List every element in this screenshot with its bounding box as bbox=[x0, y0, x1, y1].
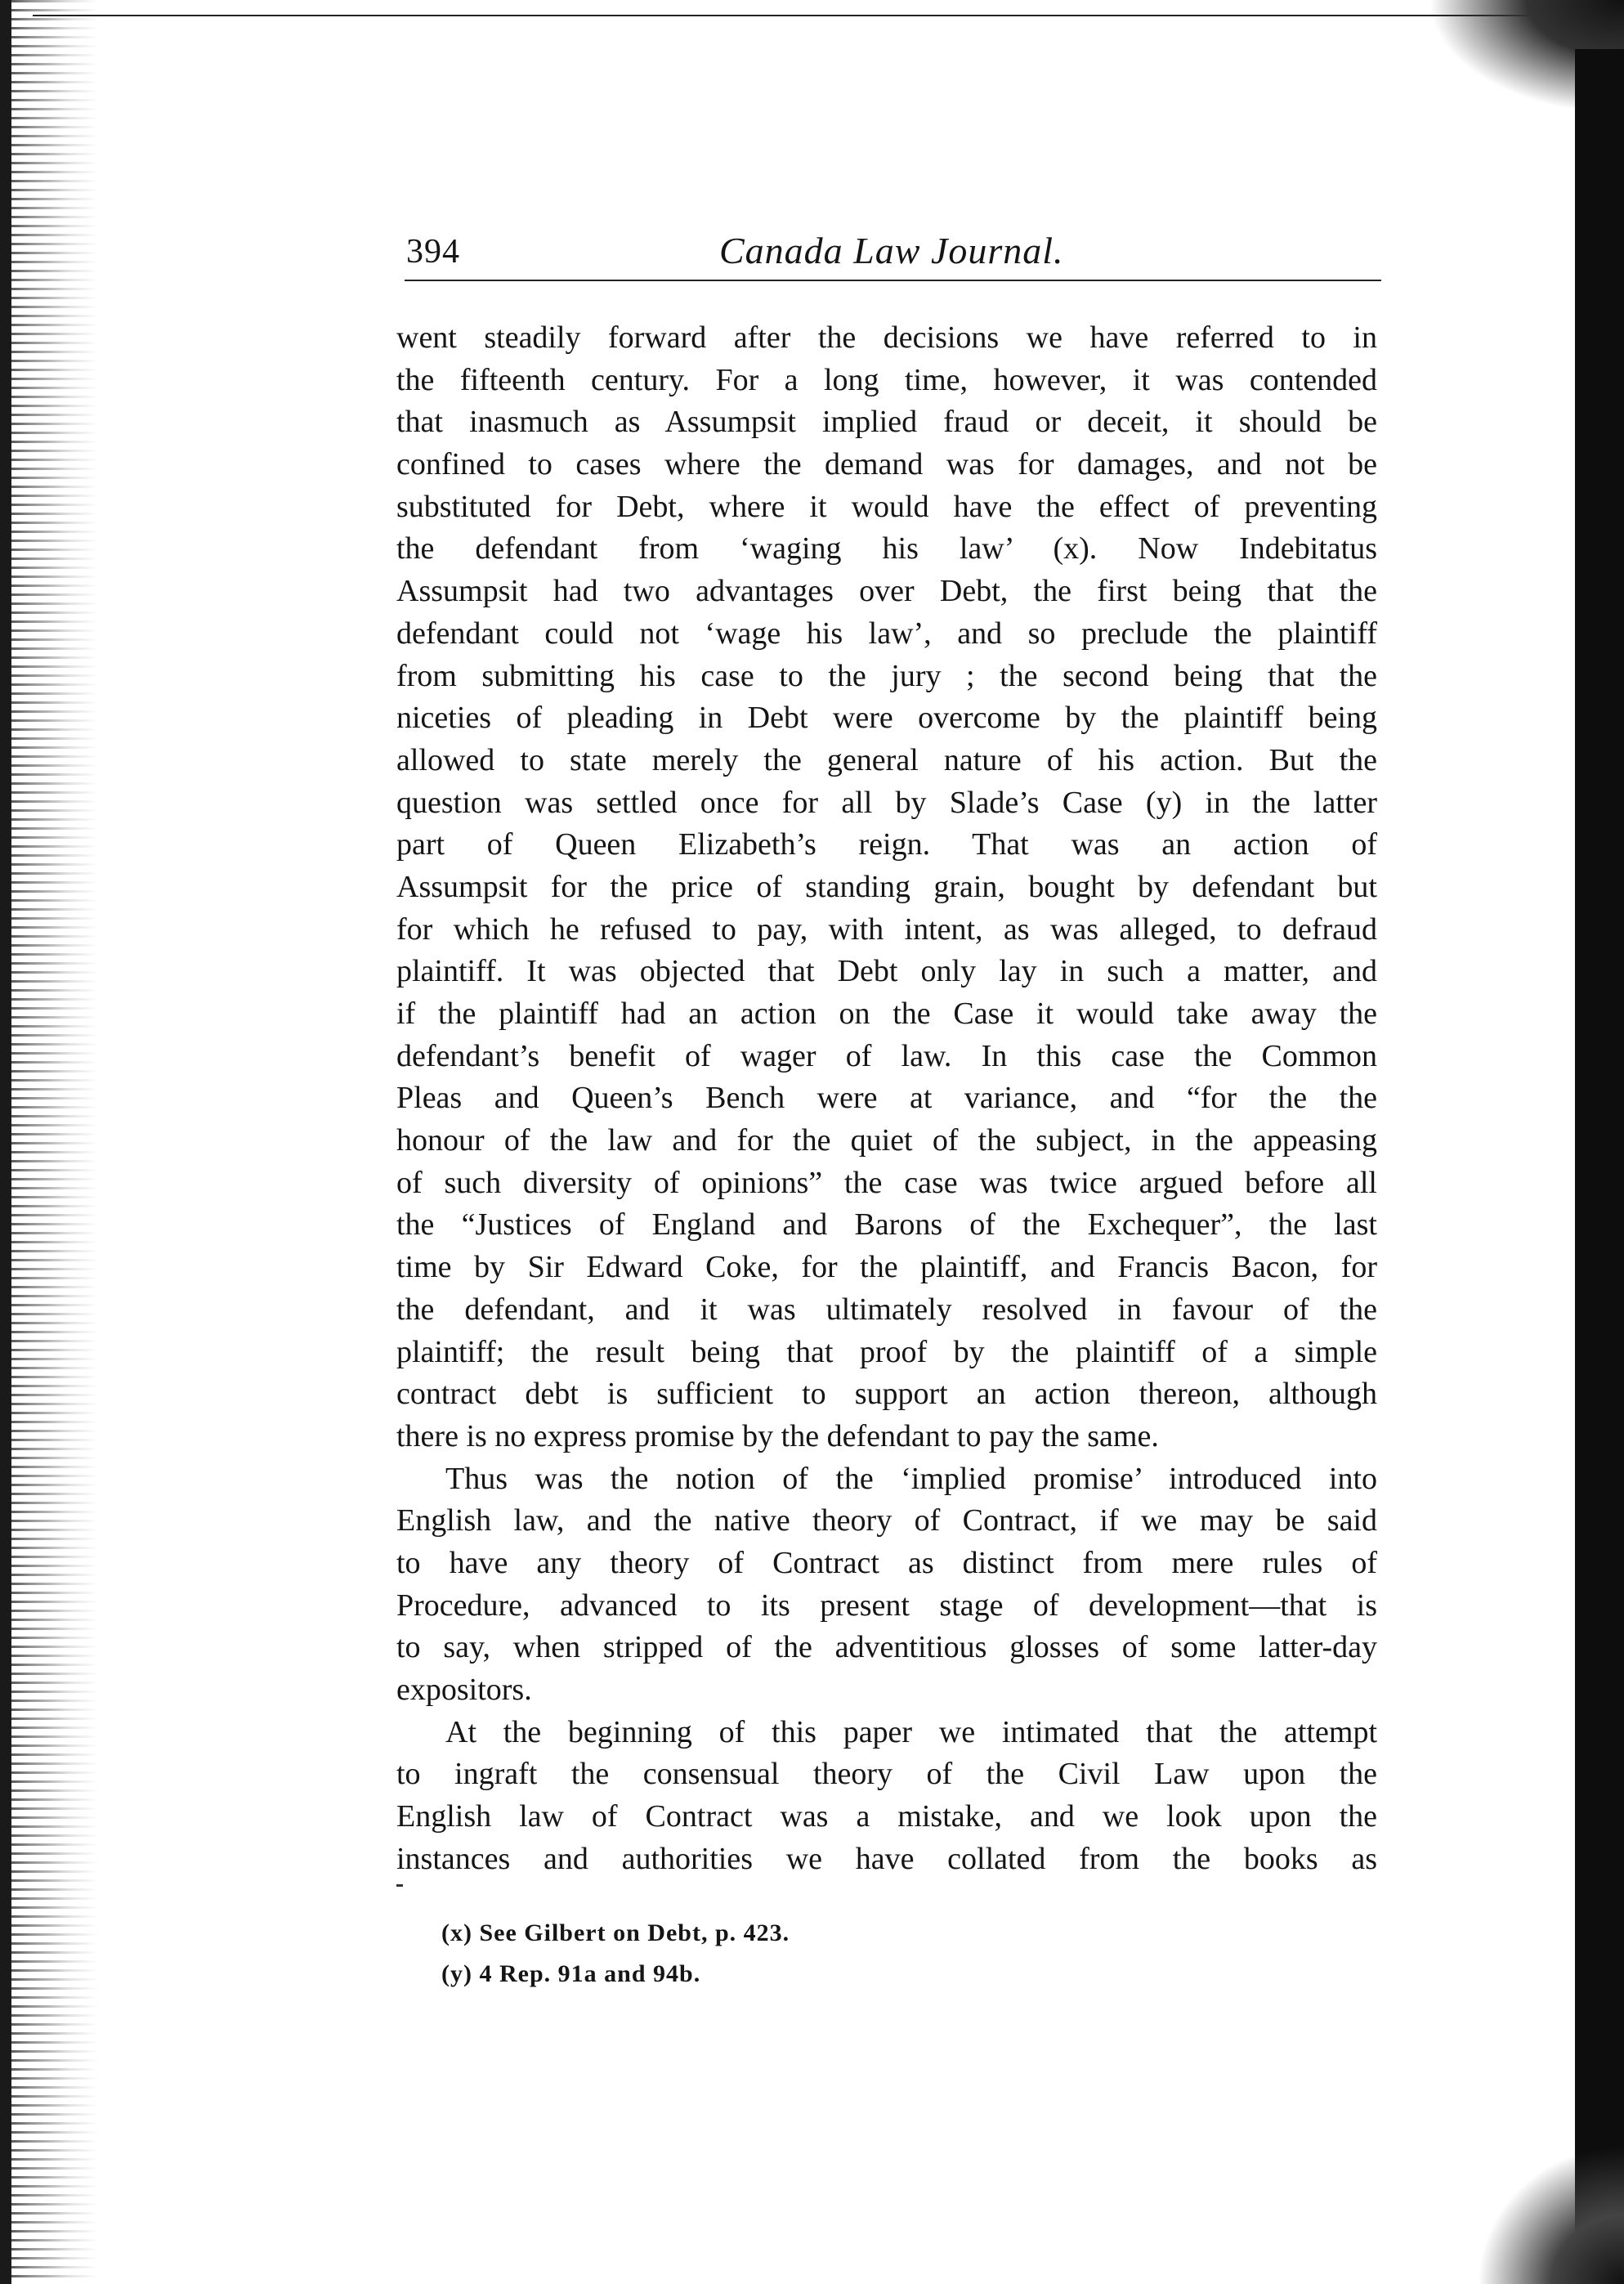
text-line: Pleas and Queen’s Bench were at variance, and “for the the bbox=[396, 1081, 1377, 1116]
text-line: confined to cases where the demand was for damages, and not be bbox=[396, 447, 1377, 482]
text-line: the defendant, and it was ultimately resolved in favour of the bbox=[396, 1292, 1377, 1327]
text-line: defendant could not ‘wage his law’, and so preclude the plaintiff bbox=[396, 616, 1377, 651]
text-line: expositors. bbox=[396, 1673, 532, 1707]
running-title: Canada Law Journal. bbox=[719, 230, 1064, 271]
text-line: Assumpsit had two advantages over Debt, the first being that the bbox=[396, 574, 1377, 609]
scan-edge-left bbox=[0, 0, 98, 2284]
text-line: part of Queen Elizabeth’s reign. That was an action of bbox=[396, 827, 1377, 862]
header-rule bbox=[405, 280, 1381, 281]
text-line: substituted for Debt, where it would have the effect of preventing bbox=[396, 489, 1377, 524]
text-line: plaintiff. It was objected that Debt only lay in such a matter, and bbox=[396, 954, 1377, 989]
scan-edge-right bbox=[1575, 49, 1624, 2284]
text-line: honour of the law and for the quiet of the subject, in the appeasing bbox=[396, 1123, 1377, 1158]
text-line: if the plaintiff had an action on the Case it would take away the bbox=[396, 996, 1377, 1031]
text-line: to ingraft the consensual theory of the Civil Law upon the bbox=[396, 1757, 1377, 1792]
text-line: to have any theory of Contract as distinct from mere rules of bbox=[396, 1545, 1377, 1580]
text-line: that inasmuch as Assumpsit implied fraud or deceit, it should be bbox=[396, 405, 1377, 440]
text-line: allowed to state merely the general nature of his action. But the bbox=[396, 742, 1377, 777]
text-line: from submitting his case to the jury ; the second being that the bbox=[396, 658, 1377, 693]
book-page bbox=[396, 221, 1377, 1987]
text-line: question was settled once for all by Slade’s Case (y) in the latter bbox=[396, 785, 1377, 820]
text-line: the “Justices of England and Barons of the Exchequer”, the last bbox=[396, 1207, 1377, 1243]
text-line: the defendant from ‘waging his law’ (x). Now Indebitatus bbox=[396, 531, 1377, 567]
text-line: Assumpsit for the price of standing grain, bought by defendant but bbox=[396, 869, 1377, 904]
footnote-separator bbox=[396, 1884, 403, 1887]
text-line: contract debt is sufficient to support an action thereon, although bbox=[396, 1377, 1377, 1412]
text-line: Thus was the notion of the ‘implied promise’ introduced into bbox=[445, 1461, 1377, 1496]
footnotes bbox=[441, 1913, 1177, 1995]
page-number: 394 bbox=[406, 233, 460, 271]
text-line: went steadily forward after the decisions we have referred to in bbox=[396, 320, 1377, 355]
scan-edge-left-border bbox=[0, 0, 11, 2284]
text-line: At the beginning of this paper we intimated that the attempt bbox=[445, 1714, 1377, 1749]
scan-edge-top bbox=[33, 15, 1561, 16]
footnote: (x) See Gilbert on Debt, p. 423. bbox=[441, 1919, 790, 1946]
body-text bbox=[396, 317, 1377, 1880]
text-line: Procedure, advanced to its present stage of development—that is bbox=[396, 1588, 1377, 1623]
scan-corner-bottom-right bbox=[1477, 2145, 1624, 2284]
text-line: to say, when stripped of the adventitious glosses of some latter-day bbox=[396, 1630, 1377, 1665]
text-line: there is no express promise by the defendant to pay the same. bbox=[396, 1418, 1159, 1453]
text-line: defendant’s benefit of wager of law. In this case the Common bbox=[396, 1038, 1377, 1073]
text-line: instances and authorities we have collated from the books as bbox=[396, 1841, 1377, 1876]
text-line: for which he refused to pay, with intent, as was alleged, to defraud bbox=[396, 911, 1377, 947]
text-line: English law of Contract was a mistake, and we look upon the bbox=[396, 1799, 1377, 1834]
text-line: niceties of pleading in Debt were overcome by the plaintiff being bbox=[396, 701, 1377, 736]
text-line: the fifteenth century. For a long time, however, it was contended bbox=[396, 362, 1377, 397]
text-line: plaintiff; the result being that proof by the plaintiff of a simple bbox=[396, 1334, 1377, 1369]
text-line: time by Sir Edward Coke, for the plaintiff, and Francis Bacon, for bbox=[396, 1250, 1377, 1285]
text-line: English law, and the native theory of Contract, if we may be said bbox=[396, 1503, 1377, 1538]
text-line: of such diversity of opinions” the case was twice argued before all bbox=[396, 1165, 1377, 1200]
footnote: (y) 4 Rep. 91a and 94b. bbox=[441, 1960, 701, 1987]
page-header bbox=[396, 221, 1377, 271]
